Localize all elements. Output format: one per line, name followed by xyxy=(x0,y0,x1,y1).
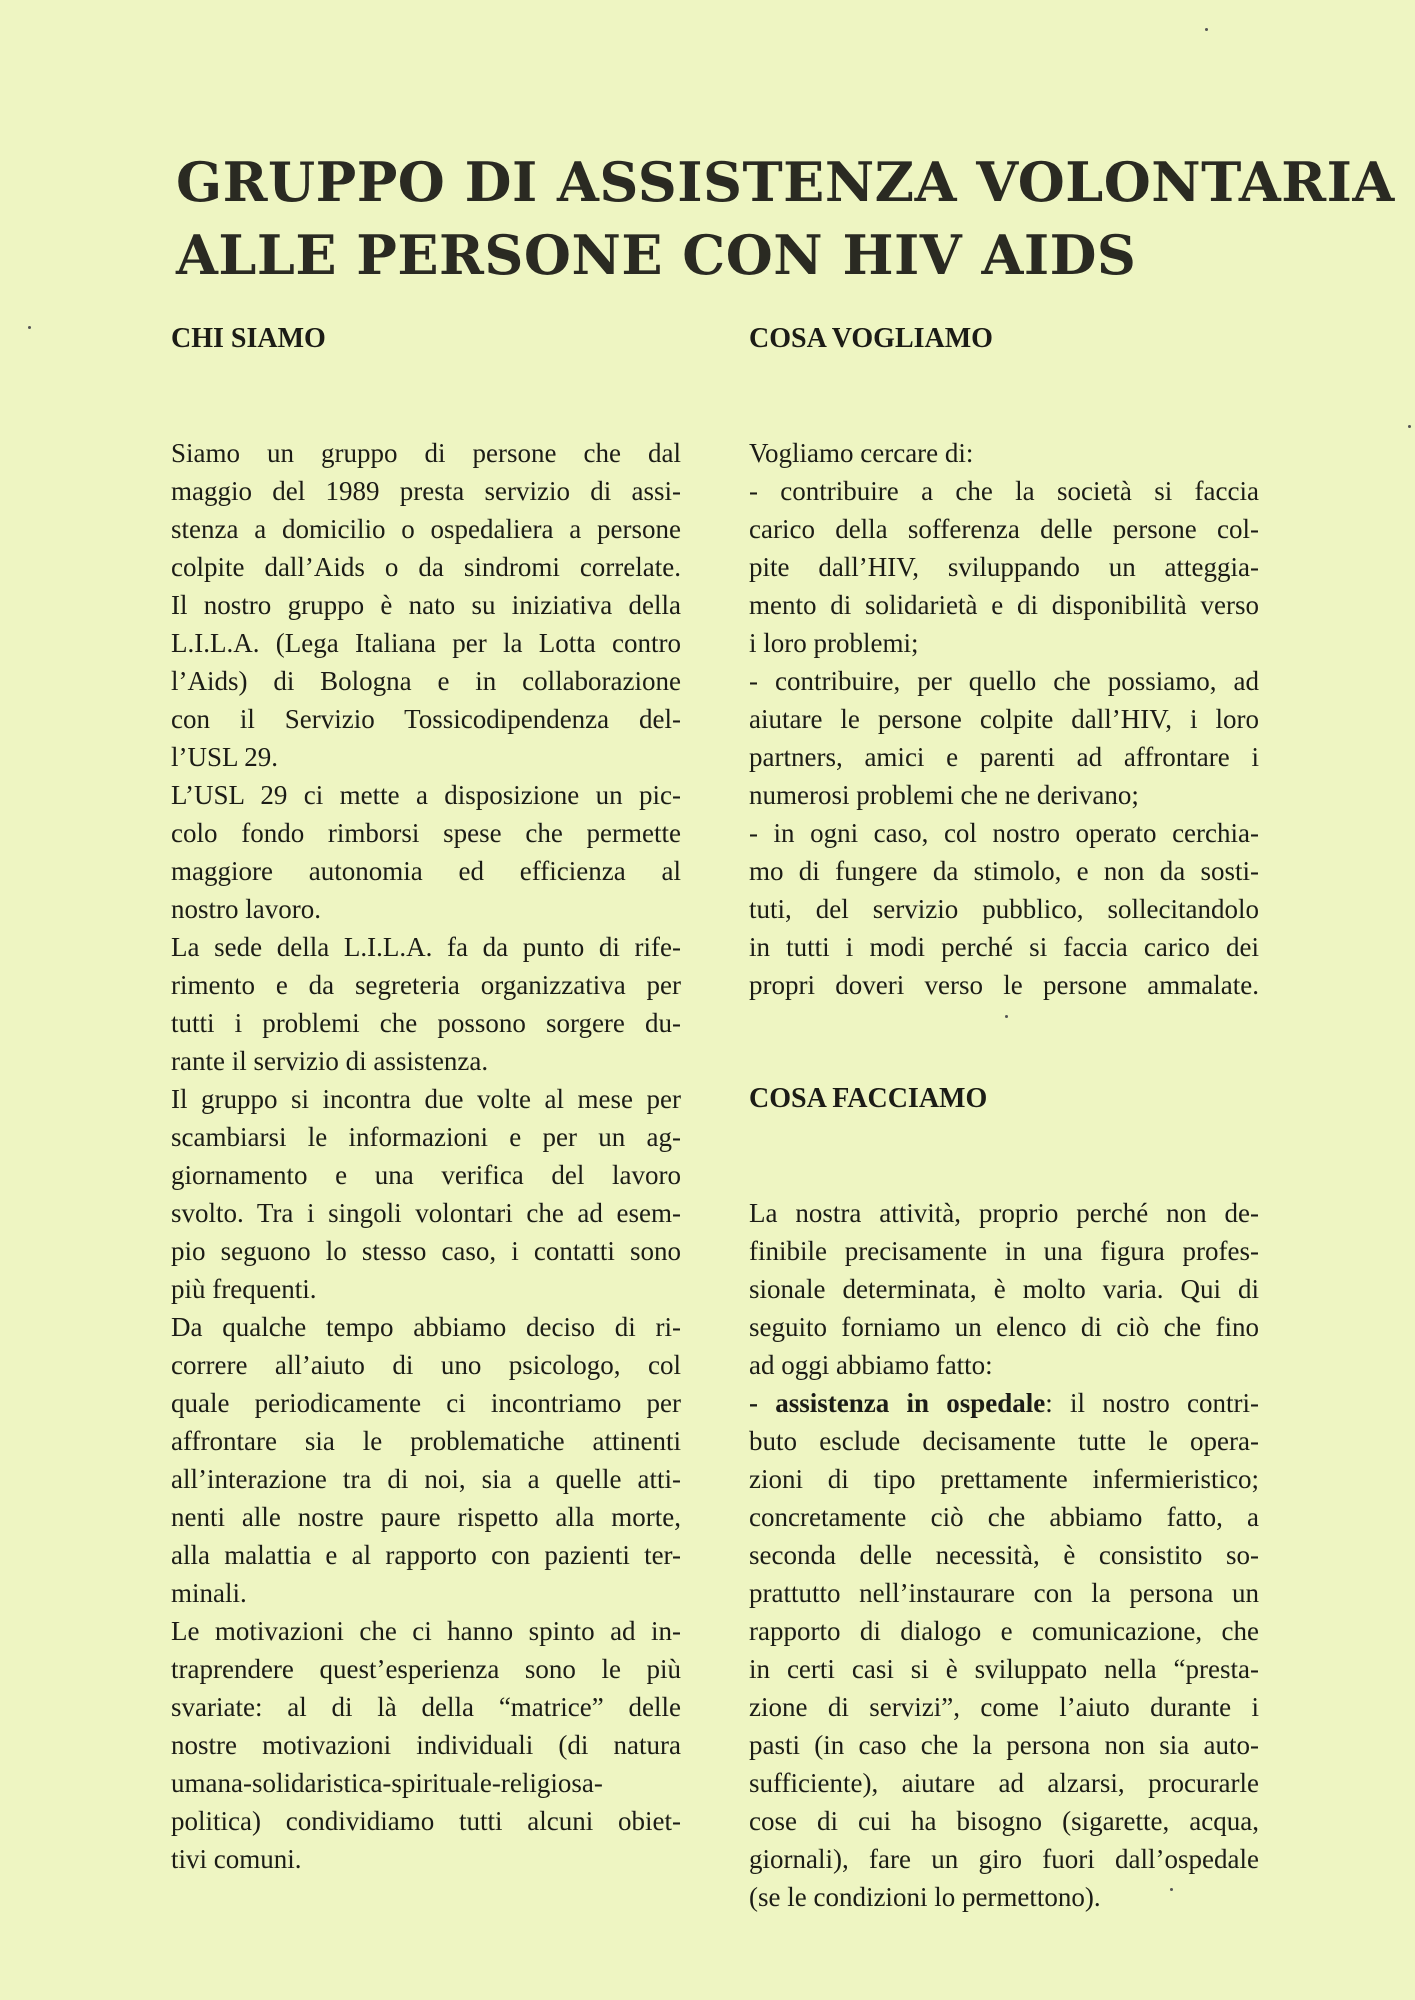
paragraph-line: umana-solidaristica-spirituale-religiosa- xyxy=(171,1768,603,1798)
paragraph-line: più frequenti. xyxy=(171,1274,317,1304)
paragraph-line: finibile precisamente in una figura profes- xyxy=(749,1236,1259,1266)
paragraph-line: maggio del 1989 presta servizio di assi- xyxy=(171,476,681,506)
paragraph-line: svariate: al di là della “matrice” delle xyxy=(171,1692,681,1722)
column-left xyxy=(171,320,681,1878)
paragraph-line: nostre motivazioni individuali (di natura xyxy=(171,1730,681,1760)
paragraph-line: giornali), fare un giro fuori dall’ospedale xyxy=(749,1844,1259,1874)
paragraph-line: rimento e da segreteria organizzativa per xyxy=(171,970,681,1000)
paragraph-line: La sede della L.I.L.A. fa da punto di rife- xyxy=(171,932,681,962)
paragraph-line: ad oggi abbiamo fatto: xyxy=(749,1350,993,1380)
paragraph-line: (se le condizioni lo permettono). xyxy=(749,1882,1101,1912)
paragraph-line: buto esclude decisamente tutte le opera- xyxy=(749,1426,1259,1456)
document-title xyxy=(176,146,1395,292)
paragraph-line: concretamente ciò che abbiamo fatto, a xyxy=(749,1502,1259,1532)
paragraph-line: correre all’aiuto di uno psicologo, col xyxy=(171,1350,681,1380)
paragraph-line: tuti, del servizio pubblico, sollecitandolo xyxy=(749,894,1259,924)
paragraph-line: nenti alle nostre paure rispetto alla morte, xyxy=(171,1502,681,1532)
paragraph-line: in certi casi si è sviluppato nella “presta- xyxy=(749,1654,1259,1684)
paragraph-line: colpite dall’Aids o da sindromi correlate. xyxy=(171,552,681,582)
section-body-chi-siamo xyxy=(171,434,681,1878)
scan-speck xyxy=(28,326,31,329)
bold-label-assistenza-ospedale: - assistenza in ospedale xyxy=(749,1388,1046,1418)
paragraph-line: maggiore autonomia ed efficienza al xyxy=(171,856,681,886)
paragraph-line: tivi comuni. xyxy=(171,1844,302,1874)
paragraph-line: traprendere quest’esperienza sono le più xyxy=(171,1654,681,1684)
column-right xyxy=(749,320,1259,1916)
paragraph-line: l’USL 29. xyxy=(171,742,278,772)
paragraph-line: carico della sofferenza delle persone col- xyxy=(749,514,1259,544)
paragraph-line: minali. xyxy=(171,1578,247,1608)
section-heading-chi-siamo: CHI SIAMO xyxy=(171,323,326,354)
paragraph-line: mento di solidarietà e di disponibilità verso xyxy=(749,590,1259,620)
paragraph-line: mo di fungere da stimolo, e non da sosti- xyxy=(749,856,1259,886)
paragraph-line: zione di servizi”, come l’aiuto durante i xyxy=(749,1692,1259,1722)
section-heading-cosa-facciamo: COSA FACCIAMO xyxy=(749,1083,988,1114)
paragraph-line: rante il servizio di assistenza. xyxy=(171,1046,489,1076)
paragraph-line: propri doveri verso le persone ammalate. xyxy=(749,970,1259,1000)
bold-label-continuation: : il nostro contri- xyxy=(1045,1388,1259,1418)
paragraph-line xyxy=(749,1384,1259,1422)
paragraph-line: l’Aids) di Bologna e in collaborazione xyxy=(171,666,681,696)
paragraph-line: seguito forniamo un elenco di ciò che fino xyxy=(749,1312,1259,1342)
section-heading-cosa-vogliamo: COSA VOGLIAMO xyxy=(749,323,993,354)
paragraph-line: Vogliamo cercare di: xyxy=(749,438,974,468)
paragraph-line: pio seguono lo stesso caso, i contatti sono xyxy=(171,1236,681,1266)
scan-speck xyxy=(1170,1888,1173,1891)
paragraph-line: sionale determinata, è molto varia. Qui di xyxy=(749,1274,1259,1304)
paragraph-line: - contribuire a che la società si faccia xyxy=(749,476,1259,506)
paragraph-line: nostro lavoro. xyxy=(171,894,321,924)
paragraph-line: all’interazione tra di noi, sia a quelle atti- xyxy=(171,1464,681,1494)
paragraph-line: rapporto di dialogo e comunicazione, che xyxy=(749,1616,1259,1646)
paragraph-line: L.I.L.A. (Lega Italiana per la Lotta contro xyxy=(171,628,681,658)
paragraph-line: numerosi problemi che ne derivano; xyxy=(749,780,1139,810)
paragraph-line: con il Servizio Tossicodipendenza del- xyxy=(171,704,681,734)
paragraph-line: La nostra attività, proprio perché non de- xyxy=(749,1198,1259,1228)
paragraph-line: Il gruppo si incontra due volte al mese per xyxy=(171,1084,681,1114)
paragraph-line: tutti i problemi che possono sorgere du- xyxy=(171,1008,681,1038)
paragraph-line: politica) condividiamo tutti alcuni obiet- xyxy=(171,1806,681,1836)
paragraph-line: quale periodicamente ci incontriamo per xyxy=(171,1388,681,1418)
paragraph-line: alla malattia e al rapporto con pazienti ter- xyxy=(171,1540,681,1570)
section-body-cosa-facciamo xyxy=(749,1194,1259,1916)
paragraph-line: pite dall’HIV, sviluppando un atteggia- xyxy=(749,552,1259,582)
paragraph-line: - in ogni caso, col nostro operato cerchia- xyxy=(749,818,1259,848)
paragraph-line: partners, amici e parenti ad affrontare i xyxy=(749,742,1259,772)
paragraph-line: aiutare le persone colpite dall’HIV, i loro xyxy=(749,704,1259,734)
paragraph-line: in tutti i modi perché si faccia carico dei xyxy=(749,932,1259,962)
paragraph-line: zioni di tipo prettamente infermieristico; xyxy=(749,1464,1259,1494)
title-line-2: ALLE PERSONE CON HIV AIDS xyxy=(176,223,1137,287)
paragraph-line: sufficiente), aiutare ad alzarsi, procurarle xyxy=(749,1768,1259,1798)
paragraph-line: Il nostro gruppo è nato su iniziativa della xyxy=(171,590,681,620)
scan-speck xyxy=(1005,1015,1008,1018)
paragraph-line: Siamo un gruppo di persone che dal xyxy=(171,438,681,468)
paragraph-line: affrontare sia le problematiche attinenti xyxy=(171,1426,681,1456)
paragraph-line: cose di cui ha bisogno (sigarette, acqua, xyxy=(749,1806,1259,1836)
paragraph-line: L’USL 29 ci mette a disposizione un pic- xyxy=(171,780,681,810)
paragraph-line: Da qualche tempo abbiamo deciso di ri- xyxy=(171,1312,681,1342)
paragraph-line: seconda delle necessità, è consistito so- xyxy=(749,1540,1259,1570)
scan-speck xyxy=(1205,28,1208,31)
paragraph-line: prattutto nell’instaurare con la persona un xyxy=(749,1578,1259,1608)
paragraph-line: scambiarsi le informazioni e per un ag- xyxy=(171,1122,681,1152)
paragraph-line: colo fondo rimborsi spese che permette xyxy=(171,818,681,848)
section-body-cosa-vogliamo xyxy=(749,434,1259,1004)
scan-speck xyxy=(1408,425,1411,428)
paragraph-line: pasti (in caso che la persona non sia auto- xyxy=(749,1730,1259,1760)
paragraph-line: stenza a domicilio o ospedaliera a persone xyxy=(171,514,681,544)
paragraph-line: i loro problemi; xyxy=(749,628,919,658)
paragraph-line: Le motivazioni che ci hanno spinto ad in- xyxy=(171,1616,681,1646)
paragraph-line: - contribuire, per quello che possiamo, ad xyxy=(749,666,1259,696)
paragraph-line: giornamento e una verifica del lavoro xyxy=(171,1160,681,1190)
paragraph-line: svolto. Tra i singoli volontari che ad esem- xyxy=(171,1198,681,1228)
title-line-1: GRUPPO DI ASSISTENZA VOLONTARIA xyxy=(176,150,1395,214)
